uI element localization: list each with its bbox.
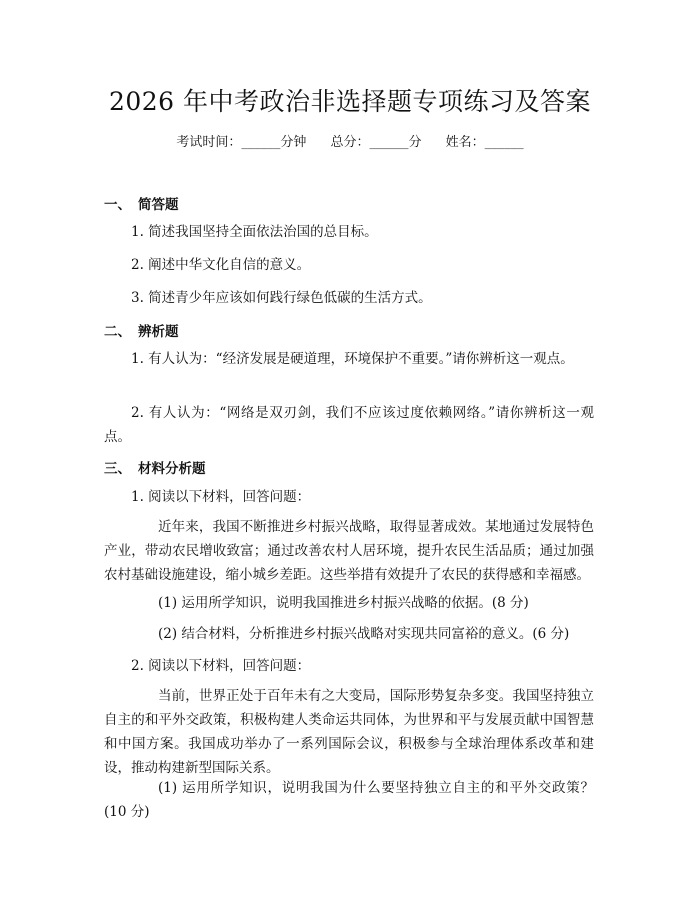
section-number: 二、: [104, 324, 131, 340]
question-item: 1. 简述我国坚持全面依法治国的总目标。: [131, 224, 378, 240]
question-item: 3. 简述青少年应该如何践行绿色低碳的生活方式。: [131, 290, 432, 306]
section-number: 一、: [104, 197, 131, 213]
question-prompt: 2. 阅读以下材料，回答问题：: [131, 658, 311, 674]
section-title: 简答题: [138, 197, 179, 213]
sub-question: (1) 运用所学知识，说明我国为什么要坚持独立自主的和平外交政策？(10 分): [104, 780, 594, 820]
section-title: 辨析题: [138, 324, 179, 340]
section-title: 材料分析题: [138, 461, 206, 477]
question-prompt: 1. 阅读以下材料，回答问题：: [131, 489, 311, 505]
section-number: 三、: [104, 461, 131, 477]
page-title: 2026 年中考政治非选择题专项练习及答案: [108, 87, 592, 116]
section-heading: [104, 193, 179, 213]
sub-question: (2) 结合材料，分析推进乡村振兴战略对实现共同富裕的意义。(6 分): [158, 626, 570, 642]
sub-question: (1) 运用所学知识，说明我国推进乡村振兴战略的依据。(8 分): [158, 595, 529, 611]
question-item: 2. 有人认为：“网络是双刃剑，我们不应该过度依赖网络。”请你辨析这一观点。: [104, 405, 594, 445]
question-item: 2. 阐述中华文化自信的意义。: [131, 257, 311, 273]
name-field: 姓名：______: [445, 135, 524, 150]
section-heading: [104, 320, 179, 340]
question-item: 1. 有人认为：“经济发展是硬道理，环境保护不重要。”请你辨析这一观点。: [131, 351, 574, 367]
section-heading: [104, 457, 206, 477]
exam-time-field: 考试时间：______分钟: [176, 135, 307, 150]
total-score-field: 总分：______分: [330, 135, 422, 150]
exam-meta: [0, 131, 700, 150]
material-paragraph: 当前，世界正处于百年未有之大变局，国际形势复杂多变。我国坚持独立自主的和平外交政策，积极构建人类命运共同体，为世界和平与发展贡献中国智慧和中国方案。我国成功举办了一系列国际会议，积极参与全球治理体系改革和建设，推动构建新型国际关系。: [104, 688, 594, 776]
material-paragraph: 近年来，我国不断推进乡村振兴战略，取得显著成效。某地通过发展特色产业，带动农民增收致富；通过改善农村人居环境，提升农民生活品质；通过加强农村基础设施建设，缩小城乡差距。这些举措有效提升了农民的获得感和幸福感。: [104, 519, 594, 583]
